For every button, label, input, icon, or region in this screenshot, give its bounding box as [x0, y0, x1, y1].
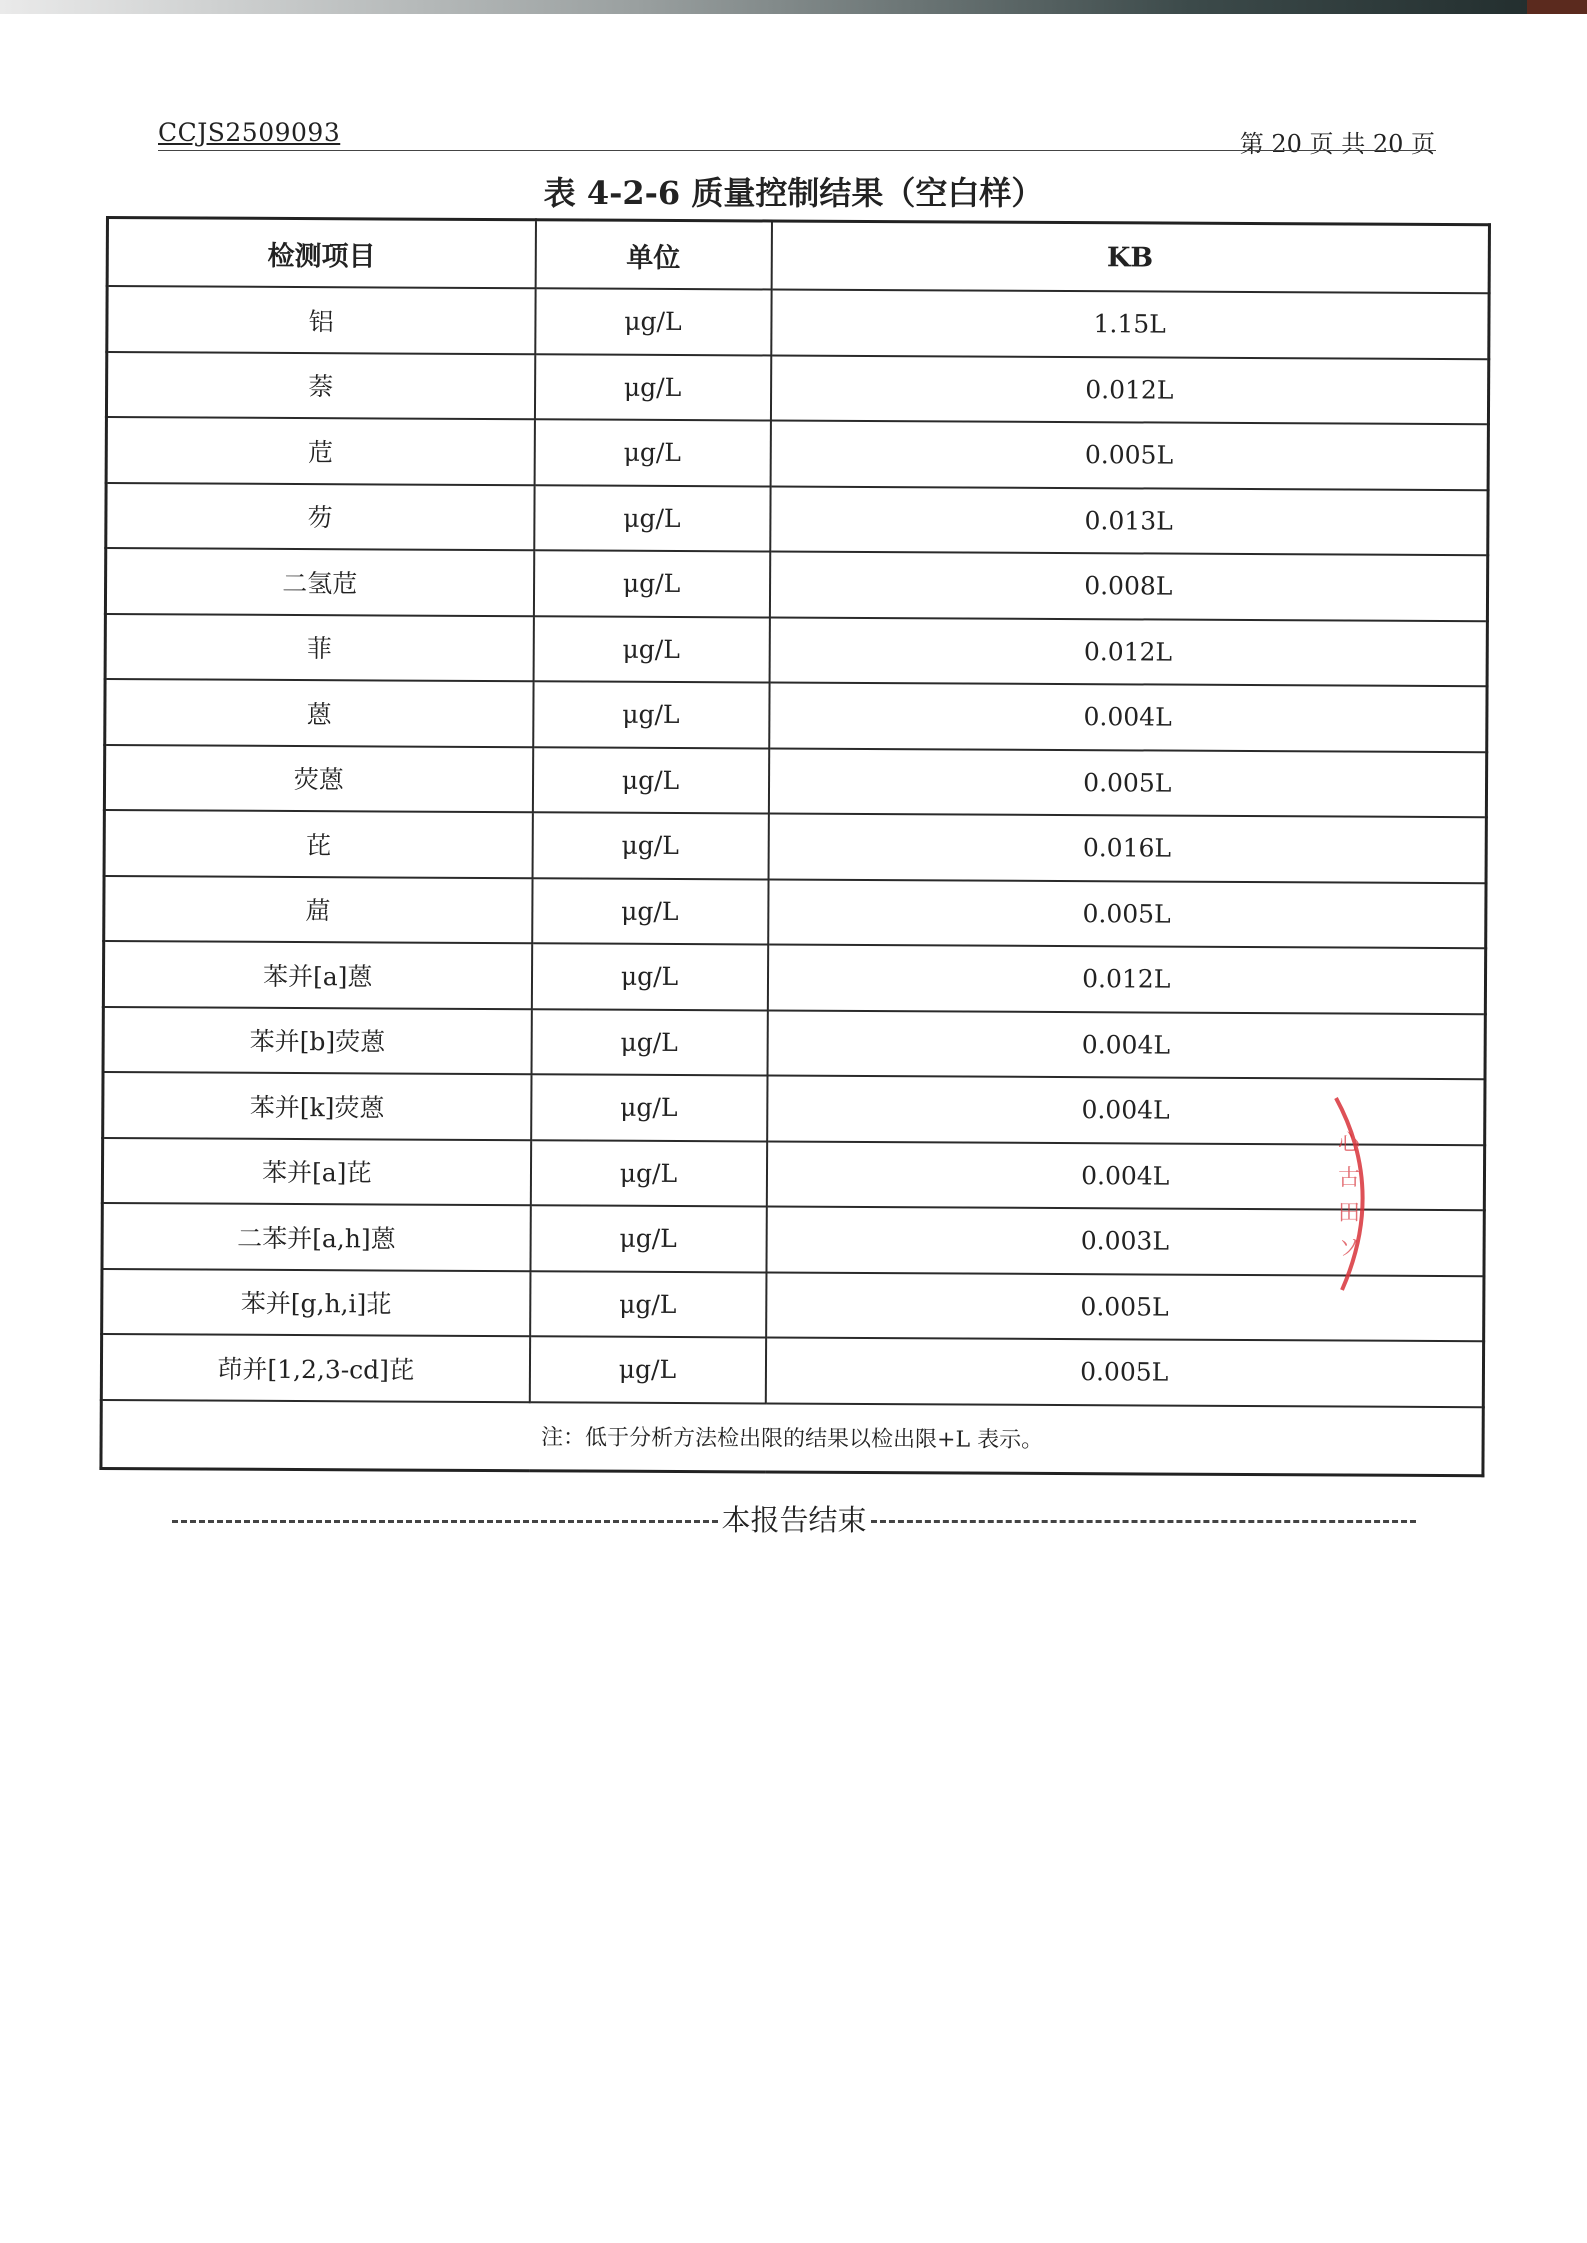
cell-kb: 0.005L [765, 1337, 1483, 1406]
report-end-marker [172, 1498, 1416, 1539]
cell-unit: μg/L [534, 354, 770, 421]
cell-item: 二苯并[a,h]蒽 [102, 1203, 530, 1271]
table-note-row [101, 1399, 1483, 1475]
table-row [105, 679, 1487, 752]
qc-table-container [99, 216, 1488, 1477]
table-header-row [107, 218, 1489, 294]
cell-unit: μg/L [530, 1140, 766, 1207]
table-row [101, 1334, 1483, 1407]
svg-text:ソ: ソ [1338, 1236, 1361, 1261]
cell-item: 苯并[a]蒽 [103, 941, 531, 1009]
end-dash-right [871, 1520, 1417, 1523]
cell-item: 茚并[1,2,3-cd]芘 [101, 1334, 529, 1402]
cell-kb: 0.005L [766, 1272, 1484, 1341]
cell-unit: μg/L [531, 1074, 767, 1141]
table-row [105, 548, 1487, 621]
cell-item: 铝 [107, 286, 535, 354]
cell-unit: μg/L [533, 681, 769, 748]
cell-unit: μg/L [530, 1271, 766, 1338]
table-row [106, 483, 1488, 556]
cell-kb: 0.013L [770, 486, 1488, 555]
cell-unit: μg/L [532, 747, 768, 814]
table-row [103, 941, 1485, 1014]
cell-unit: μg/L [529, 1336, 765, 1403]
cell-unit: μg/L [535, 288, 771, 355]
table-row [104, 810, 1486, 883]
cell-item: 苯并[g,h,i]苝 [102, 1268, 530, 1336]
column-header-kb: KB [771, 221, 1489, 293]
cell-item: 二氢苊 [105, 548, 533, 616]
column-header-item: 检测项目 [107, 218, 535, 289]
table-row [103, 1072, 1485, 1145]
svg-text:心: 心 [1338, 1131, 1361, 1156]
svg-text:古: 古 [1338, 1166, 1361, 1191]
table-row [105, 614, 1487, 687]
cell-item: 苊 [106, 417, 534, 485]
end-dash-left [172, 1520, 718, 1523]
table-row [104, 875, 1486, 948]
cell-unit: μg/L [534, 419, 770, 486]
cell-kb: 0.012L [770, 355, 1488, 424]
cell-item: 芘 [104, 810, 532, 878]
cell-kb: 0.008L [769, 551, 1487, 620]
cell-kb: 0.005L [768, 748, 1486, 817]
page-number: 第 20 页 共 20 页 [1239, 130, 1435, 158]
cell-kb: 0.004L [769, 682, 1487, 751]
cell-kb: 0.004L [767, 1075, 1485, 1144]
table-title: 表 4-2-6 质量控制结果（空白样） [543, 174, 1044, 212]
table-row [102, 1203, 1484, 1276]
cell-unit: μg/L [533, 616, 769, 683]
table-row [106, 417, 1488, 490]
table-row [107, 286, 1489, 359]
cell-unit: μg/L [531, 1009, 767, 1076]
table-row [103, 1006, 1485, 1079]
cell-unit: μg/L [533, 550, 769, 617]
cell-item: 萘 [106, 352, 534, 420]
cell-unit: μg/L [534, 485, 770, 552]
table-row [102, 1268, 1484, 1341]
cell-item: 苯并[k]荧蒽 [103, 1072, 531, 1140]
cell-item: 芴 [106, 483, 534, 551]
cell-kb: 0.005L [770, 420, 1488, 489]
report-end-text: 本报告结束 [721, 1503, 867, 1537]
cell-kb: 0.005L [768, 879, 1486, 948]
cell-kb: 1.15L [771, 289, 1489, 358]
qc-blank-table [99, 216, 1491, 1477]
cell-kb: 0.004L [766, 1141, 1484, 1210]
table-note: 注：低于分析方法检出限的结果以检出限+L 表示。 [101, 1399, 1483, 1475]
cell-unit: μg/L [532, 812, 768, 879]
table-row [102, 1137, 1484, 1210]
cell-unit: μg/L [530, 1205, 766, 1272]
cell-item: 菲 [105, 614, 533, 682]
column-header-unit: 单位 [535, 220, 771, 290]
cell-item: 荧蒽 [104, 745, 532, 813]
cell-item: 苯并[b]荧蒽 [103, 1006, 531, 1074]
table-row [104, 745, 1486, 818]
red-seal-stamp [1328, 1090, 1388, 1300]
scan-edge [0, 0, 1587, 14]
cell-item: 苯并[a]芘 [102, 1137, 530, 1205]
stamp-arc [1336, 1098, 1363, 1290]
cell-unit: μg/L [531, 943, 767, 1010]
table-row [106, 352, 1488, 425]
cell-item: 䓛 [104, 875, 532, 943]
cell-kb: 0.012L [769, 617, 1487, 686]
report-id: CCJS2509093 [158, 118, 341, 147]
cell-kb: 0.004L [767, 1010, 1485, 1079]
cell-unit: μg/L [532, 878, 768, 945]
svg-text:田: 田 [1338, 1201, 1361, 1226]
cell-kb: 0.003L [766, 1206, 1484, 1275]
cell-item: 蒽 [105, 679, 533, 747]
cell-kb: 0.016L [768, 813, 1486, 882]
cell-kb: 0.012L [767, 944, 1485, 1013]
header-divider [158, 150, 1436, 151]
